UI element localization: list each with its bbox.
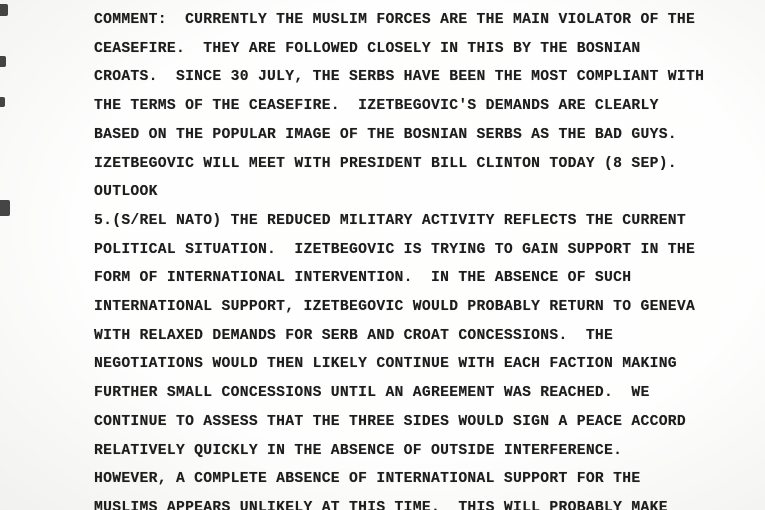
scan-edge-artifact — [0, 56, 6, 67]
document-line: FORM OF INTERNATIONAL INTERVENTION. IN THE ABSENCE OF SUCH — [94, 270, 632, 287]
scan-edge-artifact — [0, 4, 8, 16]
document-line: IZETBEGOVIC WILL MEET WITH PRESIDENT BILL CLINTON TODAY (8 SEP). — [94, 155, 677, 172]
document-line: HOWEVER, A COMPLETE ABSENCE OF INTERNATIONAL SUPPORT FOR THE — [94, 471, 641, 488]
document-line: POLITICAL SITUATION. IZETBEGOVIC IS TRYING TO GAIN SUPPORT IN THE — [94, 241, 696, 258]
document-line: WITH RELAXED DEMANDS FOR SERB AND CROAT CONCESSIONS. THE — [94, 327, 614, 344]
scan-edge-artifact — [0, 200, 10, 216]
document-line: COMMENT: CURRENTLY THE MUSLIM FORCES ARE THE MAIN VIOLATOR OF THE — [94, 12, 696, 28]
document-line: 5.(S/REL NATO) THE REDUCED MILITARY ACTIVITY REFLECTS THE CURRENT — [94, 212, 687, 229]
document-line: INTERNATIONAL SUPPORT, IZETBEGOVIC WOULD PROBABLY RETURN TO GENEVA — [94, 299, 696, 316]
document-line: CROATS. SINCE 30 JULY, THE SERBS HAVE BEEN THE MOST COMPLIANT WITH — [94, 69, 705, 86]
document-line: FURTHER SMALL CONCESSIONS UNTIL AN AGREEMENT WAS REACHED. WE — [94, 385, 650, 402]
scan-edge-artifact — [0, 97, 5, 107]
document-line: THE TERMS OF THE CEASEFIRE. IZETBEGOVIC'S DEMANDS ARE CLEARLY — [94, 98, 659, 115]
document-line: RELATIVELY QUICKLY IN THE ABSENCE OF OUTSIDE INTERFERENCE. — [94, 442, 623, 459]
document-line-cutoff: MUSLIMS APPEARS UNLIKELY AT THIS TIME. THIS WILL PROBABLY MAKE — [94, 499, 668, 510]
document-line: CEASEFIRE. THEY ARE FOLLOWED CLOSELY IN THIS BY THE BOSNIAN — [94, 40, 641, 57]
document-line: BASED ON THE POPULAR IMAGE OF THE BOSNIAN SERBS AS THE BAD GUYS. — [94, 126, 677, 143]
document-heading-outlook: OUTLOOK — [94, 184, 158, 201]
document-line: NEGOTIATIONS WOULD THEN LIKELY CONTINUE WITH EACH FACTION MAKING — [94, 356, 677, 373]
document-line: CONTINUE TO ASSESS THAT THE THREE SIDES WOULD SIGN A PEACE ACCORD — [94, 413, 687, 430]
document-text-block — [94, 6, 704, 510]
